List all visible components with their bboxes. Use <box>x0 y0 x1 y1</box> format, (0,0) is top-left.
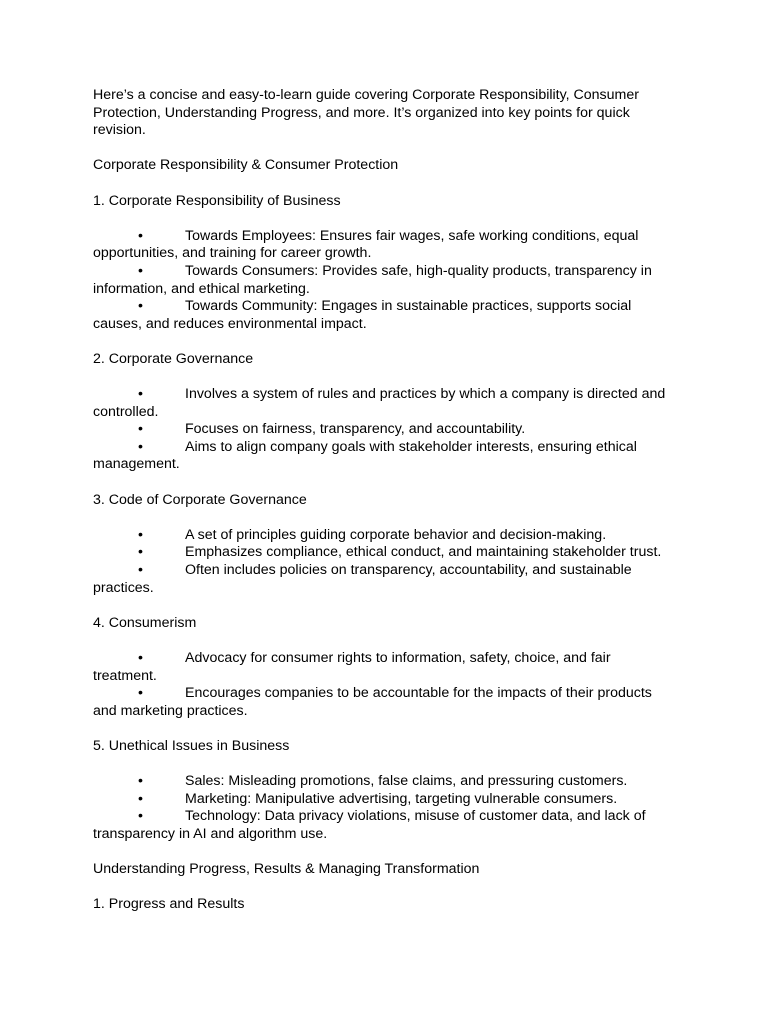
bullet-item <box>93 544 673 562</box>
topic-heading: 2. Corporate Governance <box>93 350 254 367</box>
bullet-text: Encourages companies to be accountable for the impacts of their products and marketing practices. <box>93 685 652 719</box>
bullet-text: Towards Consumers: Provides safe, high-quality products, transparency in information, and ethical marketing. <box>93 262 652 297</box>
topic-heading: 3. Code of Corporate Governance <box>93 491 307 508</box>
bullet-icon: • <box>138 421 143 438</box>
bullet-text: Towards Employees: Ensures fair wages, safe working conditions, equal opportunities, and training for career growth. <box>93 227 639 262</box>
section-title-understanding-progress: Understanding Progress, Results & Managing Transformation <box>93 861 480 878</box>
bullet-item <box>93 298 673 333</box>
topic-heading: 4. Consumerism <box>93 614 197 631</box>
intro-paragraph: Here’s a concise and easy-to-learn guide covering Corporate Responsibility, Consumer Protection, Understanding Progress, and more. It’s organized into key points for quick revision. <box>93 87 639 139</box>
topic-heading: 1. Corporate Responsibility of Business <box>93 192 341 209</box>
topic-heading: 1. Progress and Results <box>93 896 245 913</box>
bullet-text: Advocacy for consumer rights to information, safety, choice, and fair treatment. <box>93 650 611 684</box>
bullet-item <box>93 386 673 421</box>
bullet-item <box>93 685 673 720</box>
topic-heading: 5. Unethical Issues in Business <box>93 737 290 754</box>
bullet-item <box>93 228 673 263</box>
bullet-icon: • <box>138 526 143 543</box>
bullet-icon: • <box>138 262 143 279</box>
bullet-text: A set of principles guiding corporate behavior and decision-making. <box>185 526 607 543</box>
bullet-icon: • <box>138 298 143 315</box>
bullet-icon: • <box>138 808 143 825</box>
bullet-item <box>93 562 673 597</box>
bullet-text: Sales: Misleading promotions, false claims, and pressuring customers. <box>185 773 628 790</box>
bullet-item <box>93 527 673 545</box>
bullet-text: Aims to align company goals with stakeholder interests, ensuring ethical management. <box>93 438 637 473</box>
document-page <box>93 87 673 914</box>
bullet-text: Emphasizes compliance, ethical conduct, and maintaining stakeholder trust. <box>185 544 662 561</box>
bullet-item <box>93 439 673 474</box>
section-title-corporate-responsibility: Corporate Responsibility & Consumer Protection <box>93 157 399 174</box>
bullet-text: Towards Community: Engages in sustainable practices, supports social causes, and reduces environmental impact. <box>93 298 632 332</box>
bullet-item <box>93 421 673 439</box>
bullet-item <box>93 650 673 685</box>
bullet-icon: • <box>138 438 143 455</box>
bullet-item <box>93 263 673 298</box>
bullet-text: Focuses on fairness, transparency, and accountability. <box>185 421 526 438</box>
bullet-icon: • <box>138 650 143 666</box>
bullet-text: Technology: Data privacy violations, misuse of customer data, and lack of transparency in AI and algorithm use. <box>93 808 646 842</box>
bullet-text: Marketing: Manipulative advertising, targeting vulnerable consumers. <box>185 790 618 807</box>
bullet-icon: • <box>138 544 143 561</box>
bullet-item <box>93 791 673 809</box>
bullet-item <box>93 773 673 791</box>
bullet-icon: • <box>138 773 143 790</box>
bullet-item <box>93 808 673 843</box>
bullet-icon: • <box>138 227 143 244</box>
bullet-icon: • <box>138 685 143 702</box>
bullet-text: Involves a system of rules and practices by which a company is directed and controlled. <box>93 386 666 420</box>
bullet-icon: • <box>138 386 143 403</box>
bullet-icon: • <box>138 562 143 579</box>
bullet-text: Often includes policies on transparency, accountability, and sustainable practices. <box>93 562 632 596</box>
bullet-icon: • <box>138 790 143 807</box>
